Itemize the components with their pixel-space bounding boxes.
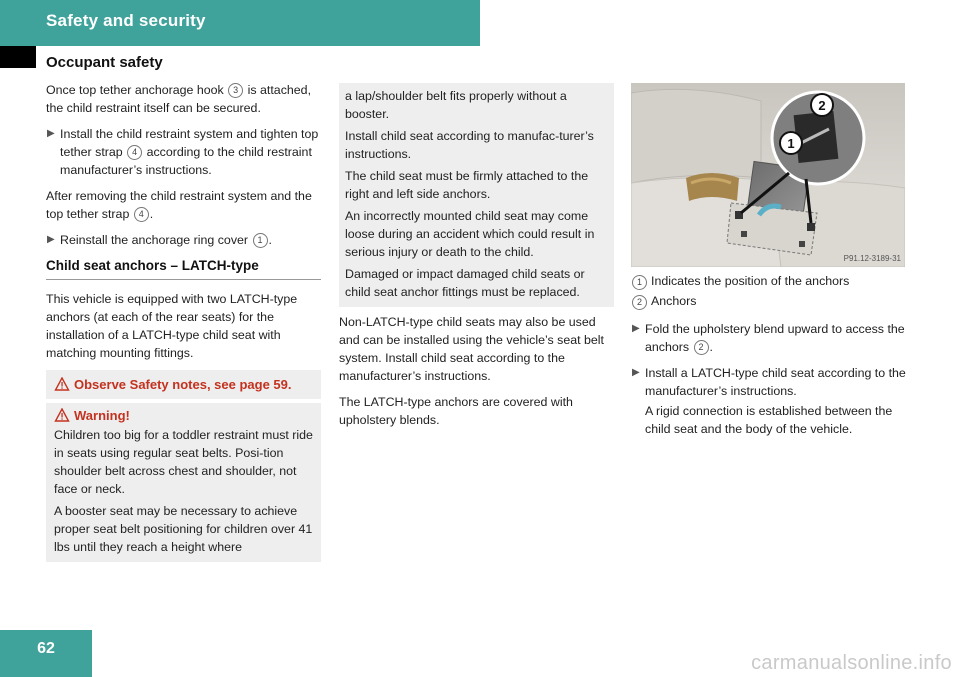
arrow-icon: ▶ — [632, 323, 640, 334]
arrow-icon: ▶ — [47, 234, 55, 245]
column-1 — [46, 81, 321, 566]
paragraph: The LATCH-type anchors are covered with upholstery blends. — [339, 395, 573, 427]
paragraph: Once top tether anchorage hook 3 is attached, the child restraint itself can be secured. — [46, 83, 312, 115]
paragraph: This vehicle is equipped with two LATCH-type anchors (at each of the rear seats) for the installation of a LATCH-type child seat with matching mounting fittings. — [46, 292, 298, 360]
watermark: carmanualsonline.info — [751, 652, 952, 674]
column-3 — [631, 272, 909, 446]
paragraph: A rigid connection is established between the child seat and the body of the vehicle. — [645, 404, 893, 436]
page-number: 62 — [37, 640, 55, 657]
warning-text: The child seat must be firmly attached to the right and left side anchors. — [345, 169, 589, 201]
safety-note-title: Observe Safety notes, see page 59. — [54, 376, 313, 393]
warning-triangle-icon — [54, 377, 70, 391]
arrow-icon: ▶ — [47, 128, 55, 139]
ref-circle: 3 — [228, 83, 243, 98]
anchor-location-photo — [631, 83, 905, 267]
ref-circle: 1 — [253, 233, 268, 248]
image-code: P91.12-3189-31 — [843, 254, 901, 263]
instruction-step: ▶ Reinstall the anchorage ring cover 1 . — [47, 233, 272, 247]
section-marker — [0, 46, 36, 68]
warning-text: A booster seat may be necessary to achieve proper seat belt positioning for children over 41 lbs until they reach a height where — [54, 504, 313, 554]
warning-triangle-icon — [54, 408, 70, 422]
instruction-step: ▶ Fold the upholstery blend upward to access the anchors 2 . — [632, 322, 905, 354]
warning-text: An incorrectly mounted child seat may come loose during an accident which could result in serious injury or death to the child. — [345, 209, 595, 259]
warning-text: Install child seat according to manufac-turer’s instructions. — [345, 129, 594, 161]
instruction-step: ▶ Install a LATCH-type child seat according to the manufacturer’s instructions. — [632, 366, 906, 398]
instruction-step: ▶ Install the child restraint system and tighten top tether strap 4 according to the child restraint manufacturer’s instructions. — [47, 127, 319, 177]
paragraph: Non-LATCH-type child seats may also be used and can be installed using the vehicle’s seat belt system. Install child seat according to the manufacturer’s instructions. — [339, 315, 604, 383]
seat-illustration — [631, 83, 905, 267]
warning-text: a lap/shoulder belt fits properly without a booster. — [345, 89, 567, 121]
section-heading: Child seat anchors – LATCH-type — [46, 257, 321, 280]
warning-box-continued — [339, 83, 614, 307]
legend-item: 2 Anchors — [631, 292, 909, 310]
legend-item: 1 Indicates the position of the anchors — [631, 272, 909, 290]
callout-1: 1 — [787, 136, 795, 151]
warning-box — [46, 403, 321, 562]
paragraph: After removing the child restraint system and the top tether strap 4 . — [46, 189, 312, 221]
ref-circle: 1 — [632, 275, 647, 290]
page-title: Occupant safety — [46, 54, 163, 71]
ref-circle: 4 — [134, 207, 149, 222]
safety-note-box — [46, 370, 321, 399]
column-2 — [339, 83, 614, 437]
ref-circle: 4 — [127, 145, 142, 160]
ref-circle: 2 — [694, 340, 709, 355]
warning-text: Damaged or impact damaged child seats or child seat anchor fittings must be replaced. — [345, 267, 585, 299]
warning-title: Warning! — [54, 407, 313, 424]
arrow-icon: ▶ — [632, 367, 640, 378]
warning-text: Children too big for a toddler restraint must ride in seats using regular seat belts. Posi-tion shoulder belt across chest and shoulder, not face or neck. — [54, 428, 313, 496]
ref-circle: 2 — [632, 295, 647, 310]
callout-2: 2 — [818, 98, 826, 113]
section-title: Safety and security — [46, 11, 206, 30]
